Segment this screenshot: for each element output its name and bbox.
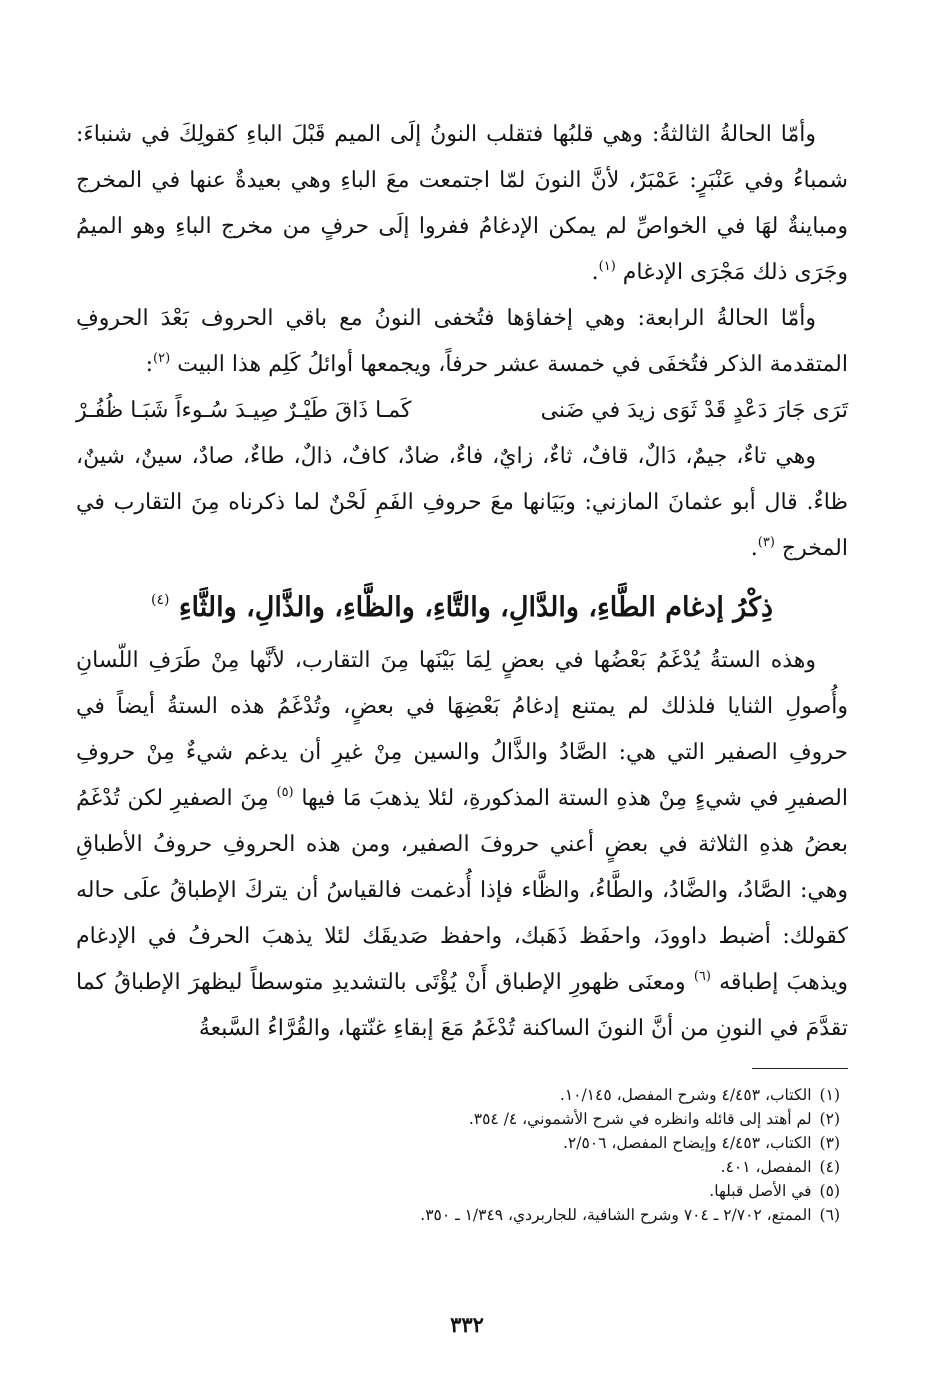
footnote-item [76, 1131, 840, 1155]
footnote-number: (٢) [819, 1110, 840, 1128]
footnote-text: الكتاب، ٤/٤٥٣ وشرح المفصل، ١٠/١٤٥. [559, 1086, 812, 1104]
paragraph-end: : [145, 352, 154, 377]
footnote-number: (١) [819, 1086, 840, 1104]
paragraph-letters-list [76, 434, 848, 572]
page-body [76, 112, 848, 1227]
footnote-text: الممتع، ٢/٧٠٢ ـ ٧٠٤ وشرح الشافية، للجاربردي، ١/٣٤٩ ـ ٣٥٠. [420, 1206, 812, 1224]
footnote-number: (٥) [819, 1182, 840, 1200]
paragraph-six-letters [76, 638, 848, 1052]
section-heading [76, 582, 848, 634]
footnote-item [76, 1203, 840, 1227]
paragraph-text: وهي تاءٌ، جيمٌ، دَالٌ، قافٌ، ثاءٌ، زايٌ، فاءٌ، ضادٌ، كافٌ، ذالٌ، طاءٌ، صادٌ، سينٌ، شينٌ، ظاءٌ. قال أبو عثمانَ المازني: وبَيَانها معَ حروفِ الفَمِ لَحْنٌ لما ذكرناه مِنَ التقارب في المخرج [76, 444, 848, 561]
heading-text: ذِكْرُ إدغام الطَّاءِ، والدَّالِ، والتَّاءِ، والظَّاءِ، والذَّالِ، والثَّاءِ [178, 592, 774, 623]
page-number: ٣٣٢ [450, 1312, 484, 1337]
footnotes-list [76, 1083, 848, 1227]
footnote-text: المفصل، ٤٠١. [720, 1158, 812, 1176]
paragraph-text: وهذه الستةُ يُدْغَمُ بَعْضُها في بعضٍ لِمَا بَيْنَها مِنَ التقارب، لأنَّها مِنْ طَرَفِ اللّسانِ وأُصولِ الثنايا فلذلك لم يمتنع إدغامُ بَعْضِهَا في بعضٍ، وتُدْغَمُ هذه الستةُ أيضاً في حروفِ الصفير التي هي: الصَّادُ والذَّالُ والسين مِنْ غيرِ أن يدغم شيءٌ مِنْ حروفِ الصفيرِ في شيءٍ مِنْ هذهِ الستة المذكورةِ، لئلا يذهبَ مَا فيها [76, 648, 848, 811]
footnote-ref-3[interactable]: (٣) [757, 535, 775, 550]
footnote-separator [752, 1068, 848, 1069]
footnote-text: لم أهتد إلى قائله وانظره في شرح الأشموني، ٤/ ٣٥٤. [468, 1110, 812, 1128]
footnote-text: في الأصل قبلها. [709, 1182, 812, 1200]
verse-first-hemistich: تَرَى جَارَ دَعْدٍ قَدْ ثَوَى زيدَ في ضَنى [540, 398, 848, 423]
paragraph-text-continued: مِنَ الصفيرِ لكن تُدْغَمُ بعضُ هذهِ الثلاثة في بعضٍ أعني حروفَ الصفير، ومن هذه الحروفِ حروفُ الأطباقِ وهي: الصَّادُ، والضَّادُ، والطَّاءُ، والظَّاء فإذا أُدغمت فالقياسُ أن يتركَ الإطباقُ علَى حاله كقولك: أضبط داوودَ، واحفَظ ذَهَبك، واحفظ صَديقَك لئلا يذهبَ الحرفُ في الإدغام ويذهبَ إطباقه [76, 786, 848, 995]
footnote-ref-2[interactable]: (٢) [153, 351, 171, 366]
poetry-verse [76, 388, 848, 434]
footnote-item [76, 1083, 840, 1107]
footnote-ref-5[interactable]: (٥) [276, 785, 294, 800]
verse-second-hemistich: كَمـا ذَاقَ طَيْـرٌ صِيـدَ سُـوءاً شَبَـا ظُفُـرْ [76, 398, 412, 423]
paragraph-third-state [76, 112, 848, 296]
paragraph-fourth-state [76, 296, 848, 388]
footnote-item [76, 1155, 840, 1179]
footnote-number: (٣) [819, 1134, 840, 1152]
paragraph-end: . [750, 536, 758, 561]
footnote-ref-1[interactable]: (١) [598, 259, 616, 274]
footnote-number: (٤) [819, 1158, 840, 1176]
paragraph-end: . [591, 260, 599, 285]
paragraph-text: وأمّا الحالةُ الرابعة: وهي إخفاؤها فتُخفى النونُ مع باقي الحروف بَعْدَ الحروفِ المتقدمة الذكر فتُخفَى في خمسة عشر حرفاً، ويجمعها أوائلُ كَلِم هذا البيت [76, 306, 848, 377]
footnote-text: الكتاب، ٤/٤٥٣ وإيضاح المفصل، ٢/٥٠٦. [562, 1134, 812, 1152]
footnote-ref-4[interactable]: (٤) [150, 592, 170, 608]
footnote-number: (٦) [819, 1206, 840, 1224]
paragraph-text: وأمّا الحالةُ الثالثةُ: وهي قلبُها فتقلب النونُ إلَى الميم قَبْلَ الباءِ كقولِكَ في شنباءَ: شمباءُ وفي عَنْبَرٍ: عَمْبَرٌ، لأنَّ النونَ لمّا اجتمعت معَ الباءِ وهي بعيدةٌ عنها في المخرج ومباينةٌ لهَا في الخواصِّ لم يمكن الإدغامُ ففروا إلَى حرفٍ من مخرج الباءِ وهو الميمُ وجَرَى ذلك مَجْرَى الإدغام [76, 122, 848, 285]
footnote-item [76, 1107, 840, 1131]
footnote-ref-6[interactable]: (٦) [693, 969, 711, 984]
footnote-item [76, 1179, 840, 1203]
paragraph-text-continued: ومعنَى ظهورِ الإطباق أَنْ يُؤْتَى بالتشديدِ متوسطاً ليظهرَ الإطباقُ كما تقدَّمَ في النونِ من أنَّ النونَ الساكنة تُدْغَمُ مَعَ إبقاءِ غنّتها، والقُرَّاءُ السَّبعةُ [76, 970, 848, 1041]
